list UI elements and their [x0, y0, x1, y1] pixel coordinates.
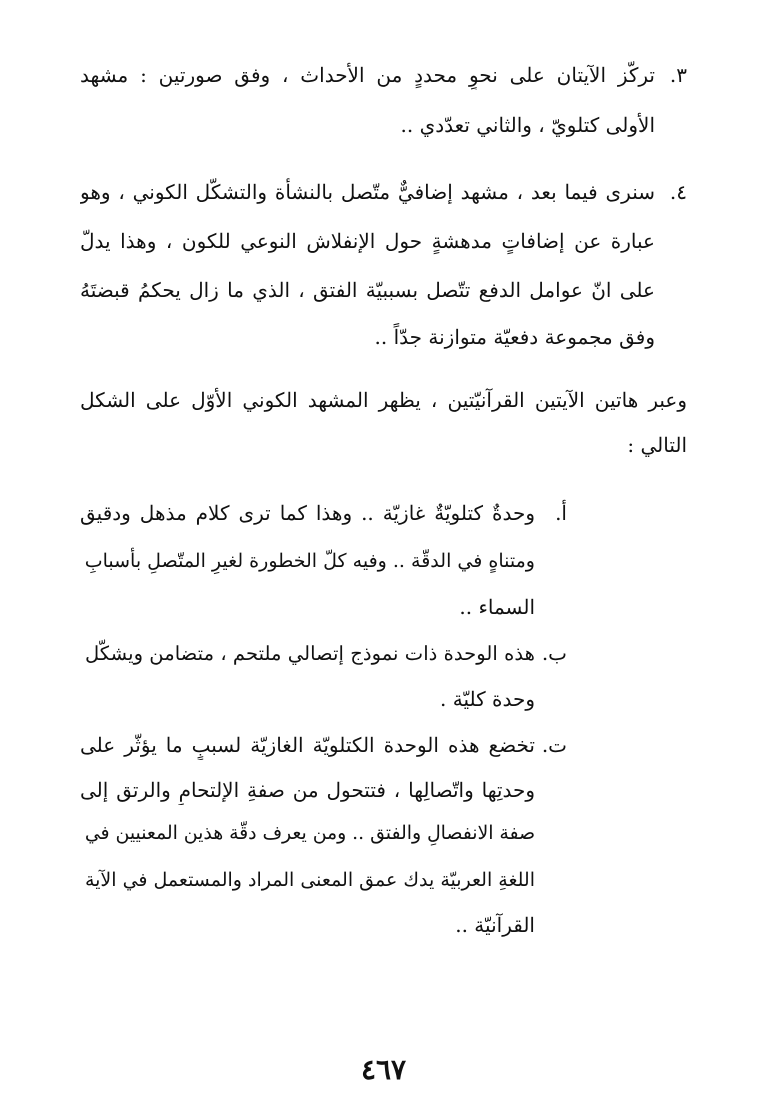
item-4-line-2: عبارة عن إضافاتٍ مدهشةٍ حول الإنفلاش النوعي للكون ، وهذا يدلّ: [80, 229, 655, 253]
item-3-line-1: تركّز الآيتان على نحوٍ محددٍ من الأحداث ، وفق صورتين : مشهد: [80, 63, 655, 87]
item-a-line-1: وحدةٌ كتلويّةٌ غازيّة .. وهذا كما ترى كلام مذهل ودقيق: [80, 501, 535, 525]
item-t-line-4: اللغةِ العربيّة يدك عمق المعنى المراد والمستعمل في الآية: [84, 869, 535, 891]
item-t-line-5: القرآنيّة ..: [455, 913, 535, 937]
intro-line-1: وعبر هاتين الآيتين القرآنيّتين ، يظهر المشهد الكوني الأوّل على الشكل: [80, 388, 687, 412]
item-t-line-3: صفة الانفصالِ والفتق .. ومن يعرف دقّة هذين المعنيين في: [84, 823, 535, 844]
item-4-line-4: وفق مجموعة دفعيّة متوازنة جدّاً ..: [374, 325, 655, 349]
item-b-line-2: وحدة كليّة .: [440, 687, 535, 711]
item-4-marker: ٤.: [669, 180, 687, 204]
item-3-marker: ٣.: [669, 63, 687, 87]
item-a-line-3: السماء ..: [459, 595, 535, 619]
page-number: ٤٦٧: [360, 1053, 407, 1086]
item-4-line-3: على انّ عوامل الدفع تتّصل بسببيّة الفتق ، الذي ما زال يحكمُ قبضتَهُ: [80, 278, 655, 302]
item-b-marker: ب.: [541, 641, 567, 665]
item-3-line-2: الأولى كتلويّ ، والثاني تعدّدي ..: [400, 113, 655, 137]
item-a-marker: أ.: [555, 501, 567, 525]
item-b-line-1: هذه الوحدة ذات نموذج إتصالي ملتحم ، متضامن ويشكّل: [84, 642, 535, 665]
item-4-line-1: سنرى فيما بعد ، مشهد إضافيٌّ متّصل بالنشأة والتشكّل الكوني ، وهو: [80, 180, 655, 204]
item-a-line-2: ومتناهٍ في الدقّة .. وفيه كلّ الخطورة لغيرِ المتّصلِ بأسبابِ: [84, 550, 535, 572]
item-t-line-2: وحدتِها واتّصالِها ، فتتحول من صفةِ الإلتحامِ والرتق إلى: [80, 778, 535, 802]
item-t-marker: ت.: [541, 733, 567, 757]
item-t-line-1: تخضع هذه الوحدة الكتلويّة الغازيّة لسببٍ ما يؤثّر على: [80, 733, 535, 757]
intro-line-2: التالي :: [627, 433, 687, 457]
